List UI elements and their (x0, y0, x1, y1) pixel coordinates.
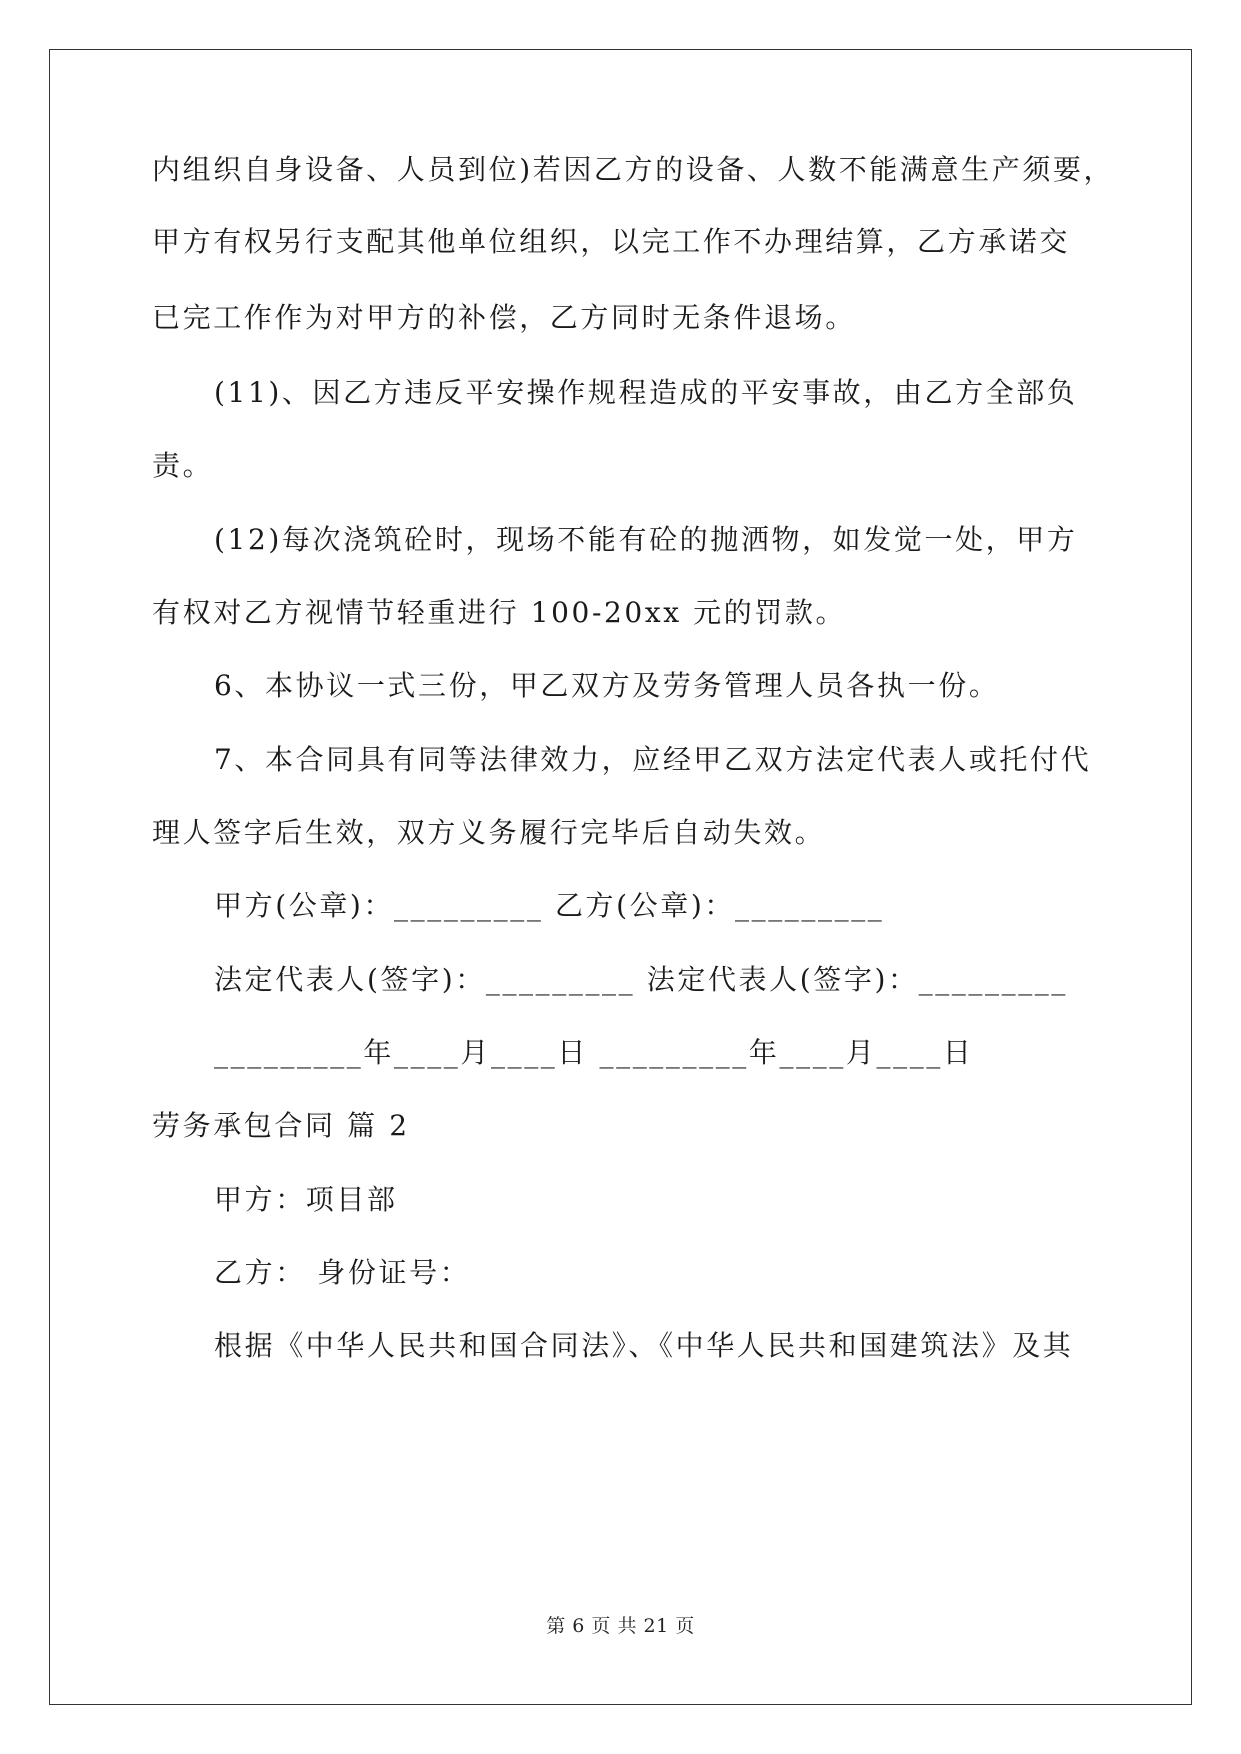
page-footer: 第 6 页 共 21 页 (546, 1615, 695, 1637)
party-a-line: 甲方：项目部 (214, 1183, 398, 1216)
party-b-line: 乙方： 身份证号： (214, 1256, 471, 1289)
text-line: 内组织自身设备、人员到位)若因乙方的设备、人数不能满意生产须要， (152, 153, 1115, 186)
text-line: 责。 (152, 449, 214, 482)
text-line: 根据《中华人民共和国合同法》、《中华人民共和国建筑法》及其 (214, 1329, 1074, 1362)
text-line: 有权对乙方视情节轻重进行 100-20xx 元的罚款。 (152, 596, 847, 629)
signature-line: 法定代表人(签字)：_________ 法定代表人(签字)：_________ (214, 963, 1068, 996)
clause-6: 6、本协议一式三份，甲乙双方及劳务管理人员各执一份。 (214, 669, 1000, 702)
section-heading: 劳务承包合同 篇 2 (152, 1109, 410, 1142)
text-line: 甲方有权另行支配其他单位组织，以完工作不办理结算，乙方承诺交 (152, 225, 1071, 258)
text-line: 理人签字后生效，双方义务履行完毕后自动失效。 (152, 816, 826, 849)
clause-12: (12)每次浇筑砼时，现场不能有砼的抛洒物，如发觉一处，甲方 (214, 523, 1078, 556)
clause-7: 7、本合同具有同等法律效力，应经甲乙双方法定代表人或托付代 (214, 743, 1092, 776)
date-line: _________年____月____日 _________年____月____日 (214, 1036, 974, 1069)
clause-11: (11)、因乙方违反平安操作规程造成的平安事故，由乙方全部负 (214, 376, 1078, 409)
seal-line: 甲方(公章)：_________ 乙方(公章)：_________ (214, 889, 885, 922)
text-line: 已完工作作为对甲方的补偿，乙方同时无条件退场。 (152, 301, 856, 334)
